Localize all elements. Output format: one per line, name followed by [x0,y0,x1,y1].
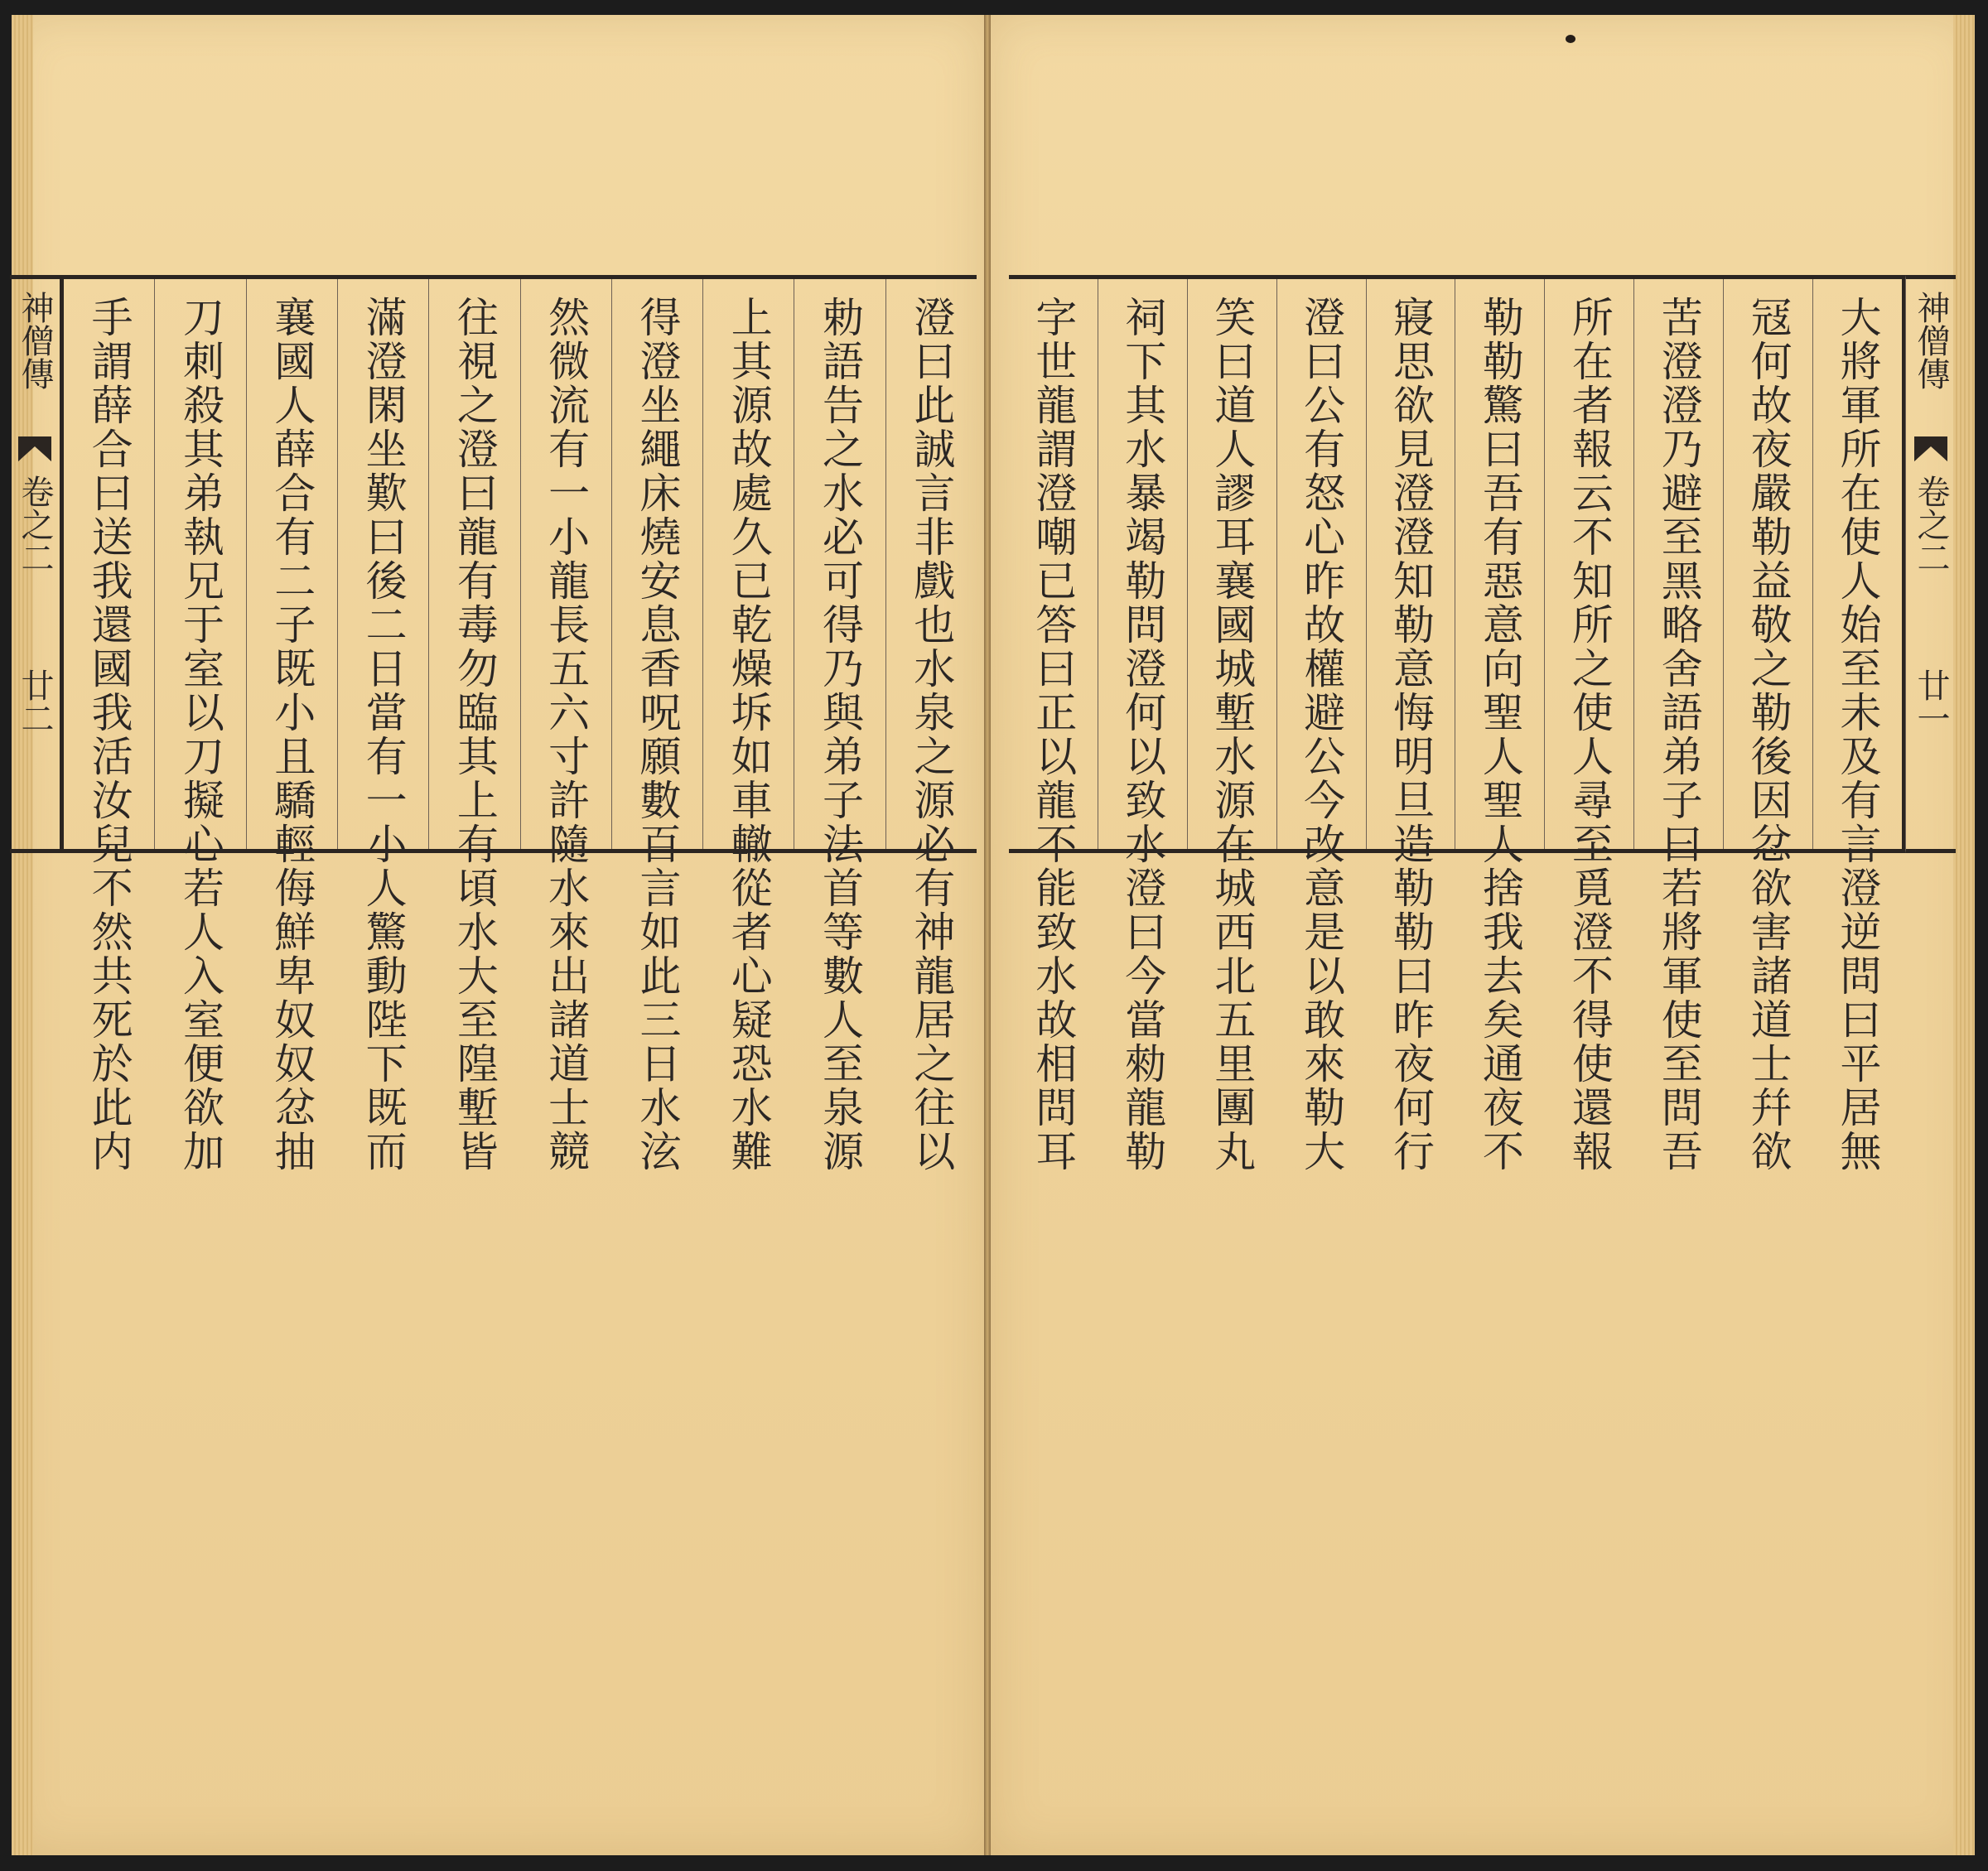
column-text: 襄國人薛合有二子既小且驕輕侮鮮卑奴奴忿抽 [268,296,316,1174]
column-text: 字世龍謂澄嘲已答曰正以龍不能致水故相問耳 [1029,296,1078,1174]
left-banxin [10,275,60,853]
banxin-volume: 卷之二 [16,475,54,574]
banxin-title: 神僧傳 [1912,291,1950,390]
ink-speck [1566,35,1575,43]
left-text-frame [60,275,977,1174]
text-column [246,279,337,1174]
text-column [1812,279,1902,1174]
column-text: 所在者報云不知所之使人尋至覓澄不得使還報 [1565,296,1614,1174]
column-text: 滿澄閑坐歎曰後二日當有一小人驚動陛下既而 [359,296,408,1174]
column-text: 祠下其水暴竭勒問澄何以致水澄曰今當勑龍勒 [1118,296,1167,1174]
text-column [1098,279,1187,1174]
text-column [154,279,245,1174]
column-text: 苦澄澄乃避至黑略舍語弟子曰若將軍使至問吾 [1654,296,1703,1174]
column-text: 勅語告之水必可得乃與弟子法首等數人至泉源 [816,296,865,1174]
text-column [611,279,702,1174]
right-text-columns [1009,279,1902,1174]
banxin-volume: 卷之二 [1912,475,1950,574]
banxin-leaf-number: 廿一 [1912,668,1950,735]
text-column [794,279,885,1174]
column-text: 然微流有一小龍長五六寸許隨水來出諸道士競 [542,296,591,1174]
banxin-title: 神僧傳 [16,291,54,390]
text-column [1633,279,1723,1174]
text-column [64,279,154,1174]
fish-tail-ornament [1914,436,1947,461]
column-text: 寢思欲見澄澄知勒意悔明旦造勒勒曰昨夜何行 [1387,296,1436,1174]
column-text: 上其源故處久已乾燥坼如車轍從者心疑恐水難 [724,296,773,1174]
fish-tail-ornament [18,436,51,461]
book-gutter [984,15,991,1855]
page-edge [1953,15,1975,1855]
text-column [1366,279,1455,1174]
text-column [520,279,611,1174]
banxin-leaf-number: 廿二 [16,668,54,735]
column-text: 笑曰道人謬耳襄國城塹水源在城西北五里團丸 [1208,296,1257,1174]
column-text: 刀刺殺其弟執兄于室以刀擬心若人入室便欲加 [176,296,224,1174]
left-text-columns [64,279,977,1174]
text-column [1723,279,1812,1174]
text-column [885,279,977,1174]
text-column [1276,279,1366,1174]
column-text: 澄曰此誠言非戲也水泉之源必有神龍居之往以 [907,296,956,1174]
text-column [428,279,519,1174]
text-column [1455,279,1544,1174]
text-column [337,279,428,1174]
column-text: 大將軍所在使人始至未及有言澄逆問曰平居無 [1833,296,1882,1174]
column-text: 得澄坐繩床燒安息香呪願數百言如此三日水泫 [633,296,682,1174]
right-text-frame [1009,275,1906,1174]
column-text: 往視之澄曰龍有毒勿臨其上有頃水大至隍塹皆 [450,296,499,1174]
column-text: 手謂薛合曰送我還國我活汝兒不然共死於此内 [84,296,133,1174]
right-banxin [1905,275,1956,853]
text-column [702,279,794,1174]
column-text: 澄曰公有怒心昨故權避公今改意是以敢來勒大 [1297,296,1346,1174]
text-column [1009,279,1098,1174]
text-column [1187,279,1276,1174]
column-text: 勒勒驚曰吾有惡意向聖人聖人捨我去矣通夜不 [1475,296,1524,1174]
column-text: 冦何故夜嚴勒益敬之勒後因忿欲害諸道士幷欲 [1744,296,1793,1174]
text-column [1544,279,1633,1174]
